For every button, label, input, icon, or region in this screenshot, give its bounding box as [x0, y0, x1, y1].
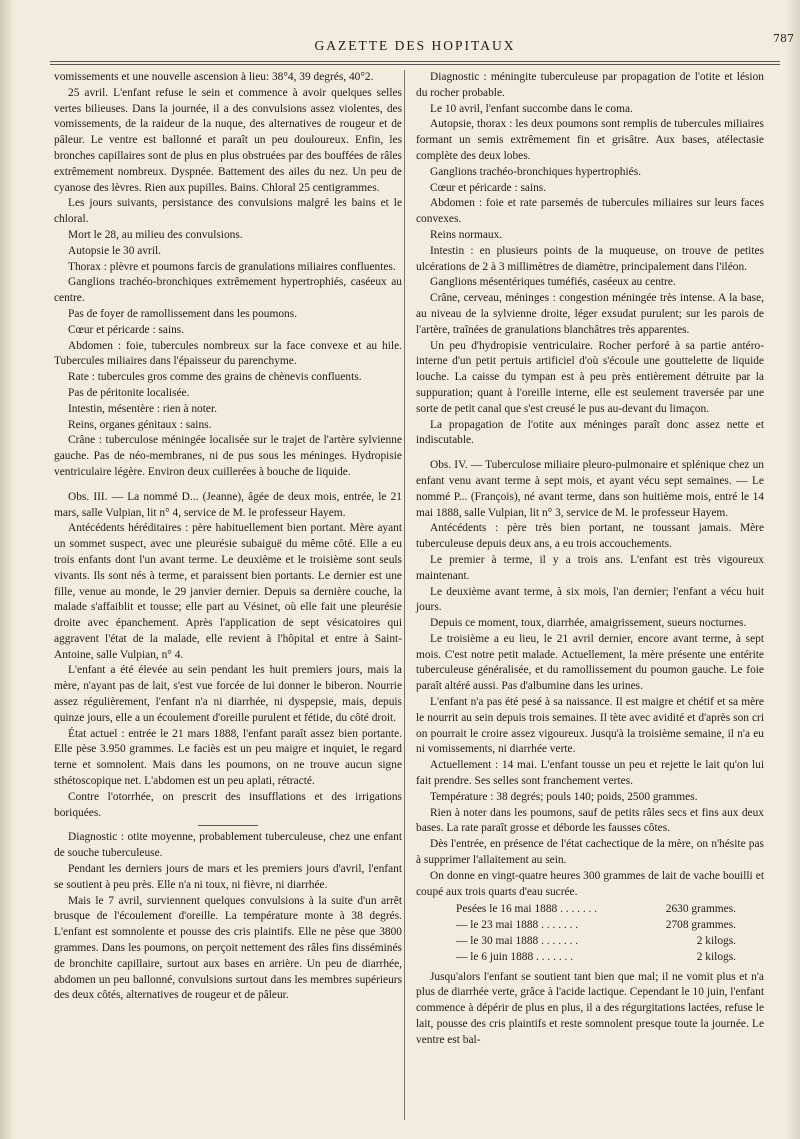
paragraph: Antécédents héréditaires : père habituellement bien portant. Mère ayant un sommet suspect, avec une pleurésie subaiguë du même côté. Elle a eu trois enfants dont l'un avant terme. Le deuxième et le troisième sont seuls vivants. Ils sont nés à terme, et paraissent bien portants. Le dernier est une fille, venue au monde, le 29 janvier dernier. Depuis sa dernière couche, la malade s'affaiblit et tousse; elle part au Vésinet, où elle fait une pleurésie droite avec épanchement. Après l'application de sept vésicatoires qui aggravent l'état de la malade, elle revient à l'hôpital et entre à Saint-Antoine, salle Vulpian, n° 4.	[54, 522, 402, 661]
paragraph: Actuellement : 14 mai. L'enfant tousse un peu et rejette le lait qu'on lui fait prendre. Ses selles sont franchement vertes.	[416, 759, 764, 788]
paragraph: vomissements et une nouvelle ascension à lieu: 38°4, 39 degrés, 40°2.	[54, 71, 374, 83]
weight-date: — le 6 juin 1888 . . . . . . .	[456, 950, 574, 963]
observation-heading: Obs. III. — La nommé D... (Jeanne), âgée de deux mois, entrée, le 21 mars, salle Vulpian, lit n° 4, service de M. le professeur Hayem.	[54, 490, 402, 519]
paragraph: Ganglions mésentériques tuméfiés, caséeux au centre.	[430, 276, 676, 289]
paragraph: Diagnostic : otite moyenne, probablement tuberculeuse, chez une enfant de souche tuberculeuse.	[54, 831, 402, 860]
header-rule	[50, 61, 780, 62]
page-header	[50, 28, 794, 64]
paragraph: Pas de péritonite localisée.	[68, 386, 190, 399]
right-column	[416, 70, 764, 1049]
paragraph: Température : 38 degrés; pouls 140; poids, 2500 grammes.	[430, 790, 698, 803]
journal-title: GAZETTE DES HOPITAUX	[314, 38, 516, 53]
weight-row	[416, 950, 764, 966]
paragraph: Cœur et péricarde : sains.	[68, 323, 185, 336]
weight-row	[416, 918, 764, 934]
paragraph: L'enfant a été élevée au sein pendant les huit premiers jours, mais la mère, n'ayant pas de lait, s'est vue forcée de lui donner le biberon. Nourrie assez régulièrement, l'enfant n'a ni diarrhée, ni dyspepsie, mais, depuis quinze jours, elle a un écoulement d'oreille purulent et fétide, du côté droit.	[54, 664, 402, 724]
paragraph: Le troisième a eu lieu, le 21 avril dernier, encore avant terme, à sept mois. C'est notre petit malade. Actuellement, la mère présente une entérite tuberculeuse généralisée, et du ramollissement du poumon gauche. Le foie paraît altéré aussi. Pas d'albumine dans les urines.	[416, 632, 764, 693]
paragraph: 25 avril. L'enfant refuse le sein et commence à avoir quelques selles vertes bilieuses. Dans la journée, il a des convulsions assez violentes, des vomissements, de la raideur de la nuque, des alternatives de rougeur et de pâleur. Le ventre est ballonné et paraît un peu douloureux. Enfin, les bronches capillaires sont de plus en plus obstruées par des bouffées de râles extrêmement nombreux. Dyspnée. Battement des ailes du nez. Un peu de cyanose des lèvres. Rien aux pupilles. Bains. Chloral 25 centigrammes.	[54, 86, 402, 194]
paragraph: Intestin : en plusieurs points de la muqueuse, on trouve de petites ulcérations de 2 à 3 millimètres de diamètre, principalement dans l'iléon.	[416, 244, 764, 273]
section-separator	[198, 825, 258, 826]
paragraph: La propagation de l'otite aux méninges paraît donc assez nette et indiscutable.	[416, 418, 764, 447]
paragraph: Mort le 28, au milieu des convulsions.	[68, 228, 243, 241]
paragraph: Abdomen : foie, tubercules nombreux sur la face convexe et au hile. Tubercules miliaires dans l'épaisseur du parenchyme.	[54, 339, 402, 368]
paragraph: Antécédents : père très bien portant, ne toussant jamais. Mère tuberculeuse depuis deux ans, a eu trois accouchements.	[416, 522, 764, 551]
paragraph: Ganglions trachéo-bronchiques hypertrophiés.	[430, 165, 641, 178]
paragraph: Cœur et péricarde : sains.	[430, 181, 547, 194]
paragraph: Rate : tubercules gros comme des grains de chènevis confluents.	[68, 371, 362, 384]
paragraph: Pas de foyer de ramollissement dans les poumons.	[68, 307, 298, 320]
paragraph: Autopsie le 30 avril.	[68, 244, 162, 257]
weight-value: 2 kilogs.	[696, 935, 736, 948]
weight-value: 2708 grammes.	[665, 919, 736, 932]
header-rule	[50, 64, 780, 65]
weight-row	[416, 902, 764, 918]
weight-table	[416, 902, 764, 965]
paragraph: Reins normaux.	[430, 228, 503, 241]
paragraph: Le premier à terme, il y a trois ans. L'enfant est très vigoureux maintenant.	[416, 553, 764, 582]
paragraph: Crâne : tuberculose méningée localisée sur le trajet de l'artère sylvienne gauche. Pas de néo-membranes, ni de pus sous les méninges. Hydropisie ventriculaire légère. Environ deux cuillerées à bouche de liquide.	[54, 434, 402, 478]
observation-heading: Obs. IV. — Tuberculose miliaire pleuro-pulmonaire et splénique chez un enfant venu avant terme à sept mois, et ayant vécu sept semaines. — Le nommé P... (François), né avant terme, dans son huitième mois, entré le 14 mai 1888, salle Vulpian, lit n° 3, service de M. le professeur Hayem.	[416, 459, 764, 519]
paragraph: Thorax : plèvre et poumons farcis de granulations miliaires confluentes.	[68, 260, 396, 273]
paragraph: Jusqu'alors l'enfant se soutient tant bien que mal; il ne vomit plus et n'a plus de diarrhée verte, grâce à l'acide lactique. Cependant le 10 juin, l'enfant commence à dépérir de plus en plus, il a des régurgitations lactées, refuse le lait, pousse des cris plaintifs et reste somnolent presque toute la journée. Le ventre est bal-	[416, 970, 764, 1046]
page-edge-right	[786, 0, 800, 1139]
paragraph: Rien à noter dans les poumons, sauf de petits râles secs et fins aux deux bases. La rate paraît grosse et déborde les fausses côtes.	[416, 806, 764, 835]
page-edge-left	[0, 0, 14, 1139]
paragraph: Un peu d'hydropisie ventriculaire. Rocher perforé à sa partie antéro-interne d'un petit pertuis artificiel d'où s'écoule une gouttelette de liquide louche. La caisse du tympan est à peu près entièrement détruite par la suppuration; quant à l'oreille interne, elle est seulement traversée par une sorte de petit canal que s'est creusé le pus au-devant du limaçon.	[416, 339, 764, 415]
paragraph: Mais le 7 avril, surviennent quelques convulsions à la suite d'un arrêt brusque de l'écoulement d'oreille. La température monte à 38 degrés. L'enfant est somnolente et pousse des cris plaintifs. Elle ne pèse que 3800 grammes. Dans les poumons, on perçoit nettement des râles fins disséminés de bronchite capillaire, surtout aux bases en arrière. Un peu de diarrhée, abdomen un peu ballonné, convulsions surtout dans les membres supérieurs des deux côtés, alternatives de rougeur et de pâleur.	[54, 894, 402, 1002]
paragraph: Abdomen : foie et rate parsemés de tubercules miliaires sur leurs faces convexes.	[416, 197, 764, 226]
paragraph: Pendant les derniers jours de mars et les premiers jours d'avril, l'enfant se soutient à peu près. Elle n'a ni toux, ni fièvre, ni diarrhée.	[54, 863, 402, 891]
paragraph: Intestin, mésentère : rien à noter.	[68, 402, 217, 415]
paragraph: Diagnostic : méningite tuberculeuse par propagation de l'otite et lésion du rocher probable.	[416, 71, 764, 99]
weight-date: Pesées le 16 mai 1888 . . . . . . .	[456, 903, 598, 916]
paragraph: L'enfant n'a pas été pesé à sa naissance. Il est maigre et chétif et sa mère le nourrit au sein depuis trois semaines. Il tète avec avidité et d'après son cri on pourrait le croire assez vigoureux. Jusqu'à la troisième semaine, il n'a eu ni vomissements, ni diarrhée verte.	[416, 696, 764, 756]
paragraph: Crâne, cerveau, méninges : congestion méningée très intense. A la base, au niveau de la sylvienne droite, léger exsudat purulent; sur les parois de l'artère, traînées de granulations blanchâtres très apparentes.	[416, 292, 764, 336]
paragraph: Autopsie, thorax : les deux poumons sont remplis de tubercules miliaires formant un semis extrêmement fin et grisâtre. Aux bases, atélectasie complète des deux lobes.	[416, 118, 764, 162]
column-divider	[404, 70, 405, 1120]
paragraph: Les jours suivants, persistance des convulsions malgré les bains et le chloral.	[54, 197, 402, 226]
paragraph: Dès l'entrée, en présence de l'état cachectique de la mère, on n'hésite pas à supprimer l'allaitement au sein.	[416, 838, 764, 867]
weight-date: — le 30 mai 1888 . . . . . . .	[456, 935, 579, 948]
paragraph: Le deuxième avant terme, à six mois, l'an dernier; l'enfant a vécu huit jours.	[416, 585, 764, 614]
paragraph: État actuel : entrée le 21 mars 1888, l'enfant paraît assez bien portante. Elle pèse 3.950 grammes. Le faciès est un peu maigre et inquiet, le regard terne et somnolent. Mais dans les poumons, on ne trouve aucun signe sthétoscopique net. L'abdomen est un peu aplati, rétracté.	[54, 727, 402, 788]
weight-date: — le 23 mai 1888 . . . . . . .	[456, 919, 579, 932]
paragraph: On donne en vingt-quatre heures 300 grammes de lait de vache bouilli et coupé aux trois quarts d'eau sucrée.	[416, 869, 764, 898]
page-number: 787	[773, 32, 794, 45]
paragraph: Contre l'otorrhée, on prescrit des insufflations et des irrigations boriquées.	[54, 790, 402, 819]
paragraph: Ganglions trachéo-bronchiques extrêmement hypertrophiés, caséeux au centre.	[54, 276, 402, 305]
weight-value: 2630 grammes.	[665, 903, 736, 916]
paragraph: Reins, organes génitaux : sains.	[68, 418, 212, 431]
left-column	[54, 70, 402, 1004]
paragraph: Le 10 avril, l'enfant succombe dans le coma.	[430, 102, 633, 115]
weight-row	[416, 934, 764, 950]
paragraph: Depuis ce moment, toux, diarrhée, amaigrissement, sueurs nocturnes.	[430, 617, 747, 630]
weight-value: 2 kilogs.	[696, 950, 736, 963]
